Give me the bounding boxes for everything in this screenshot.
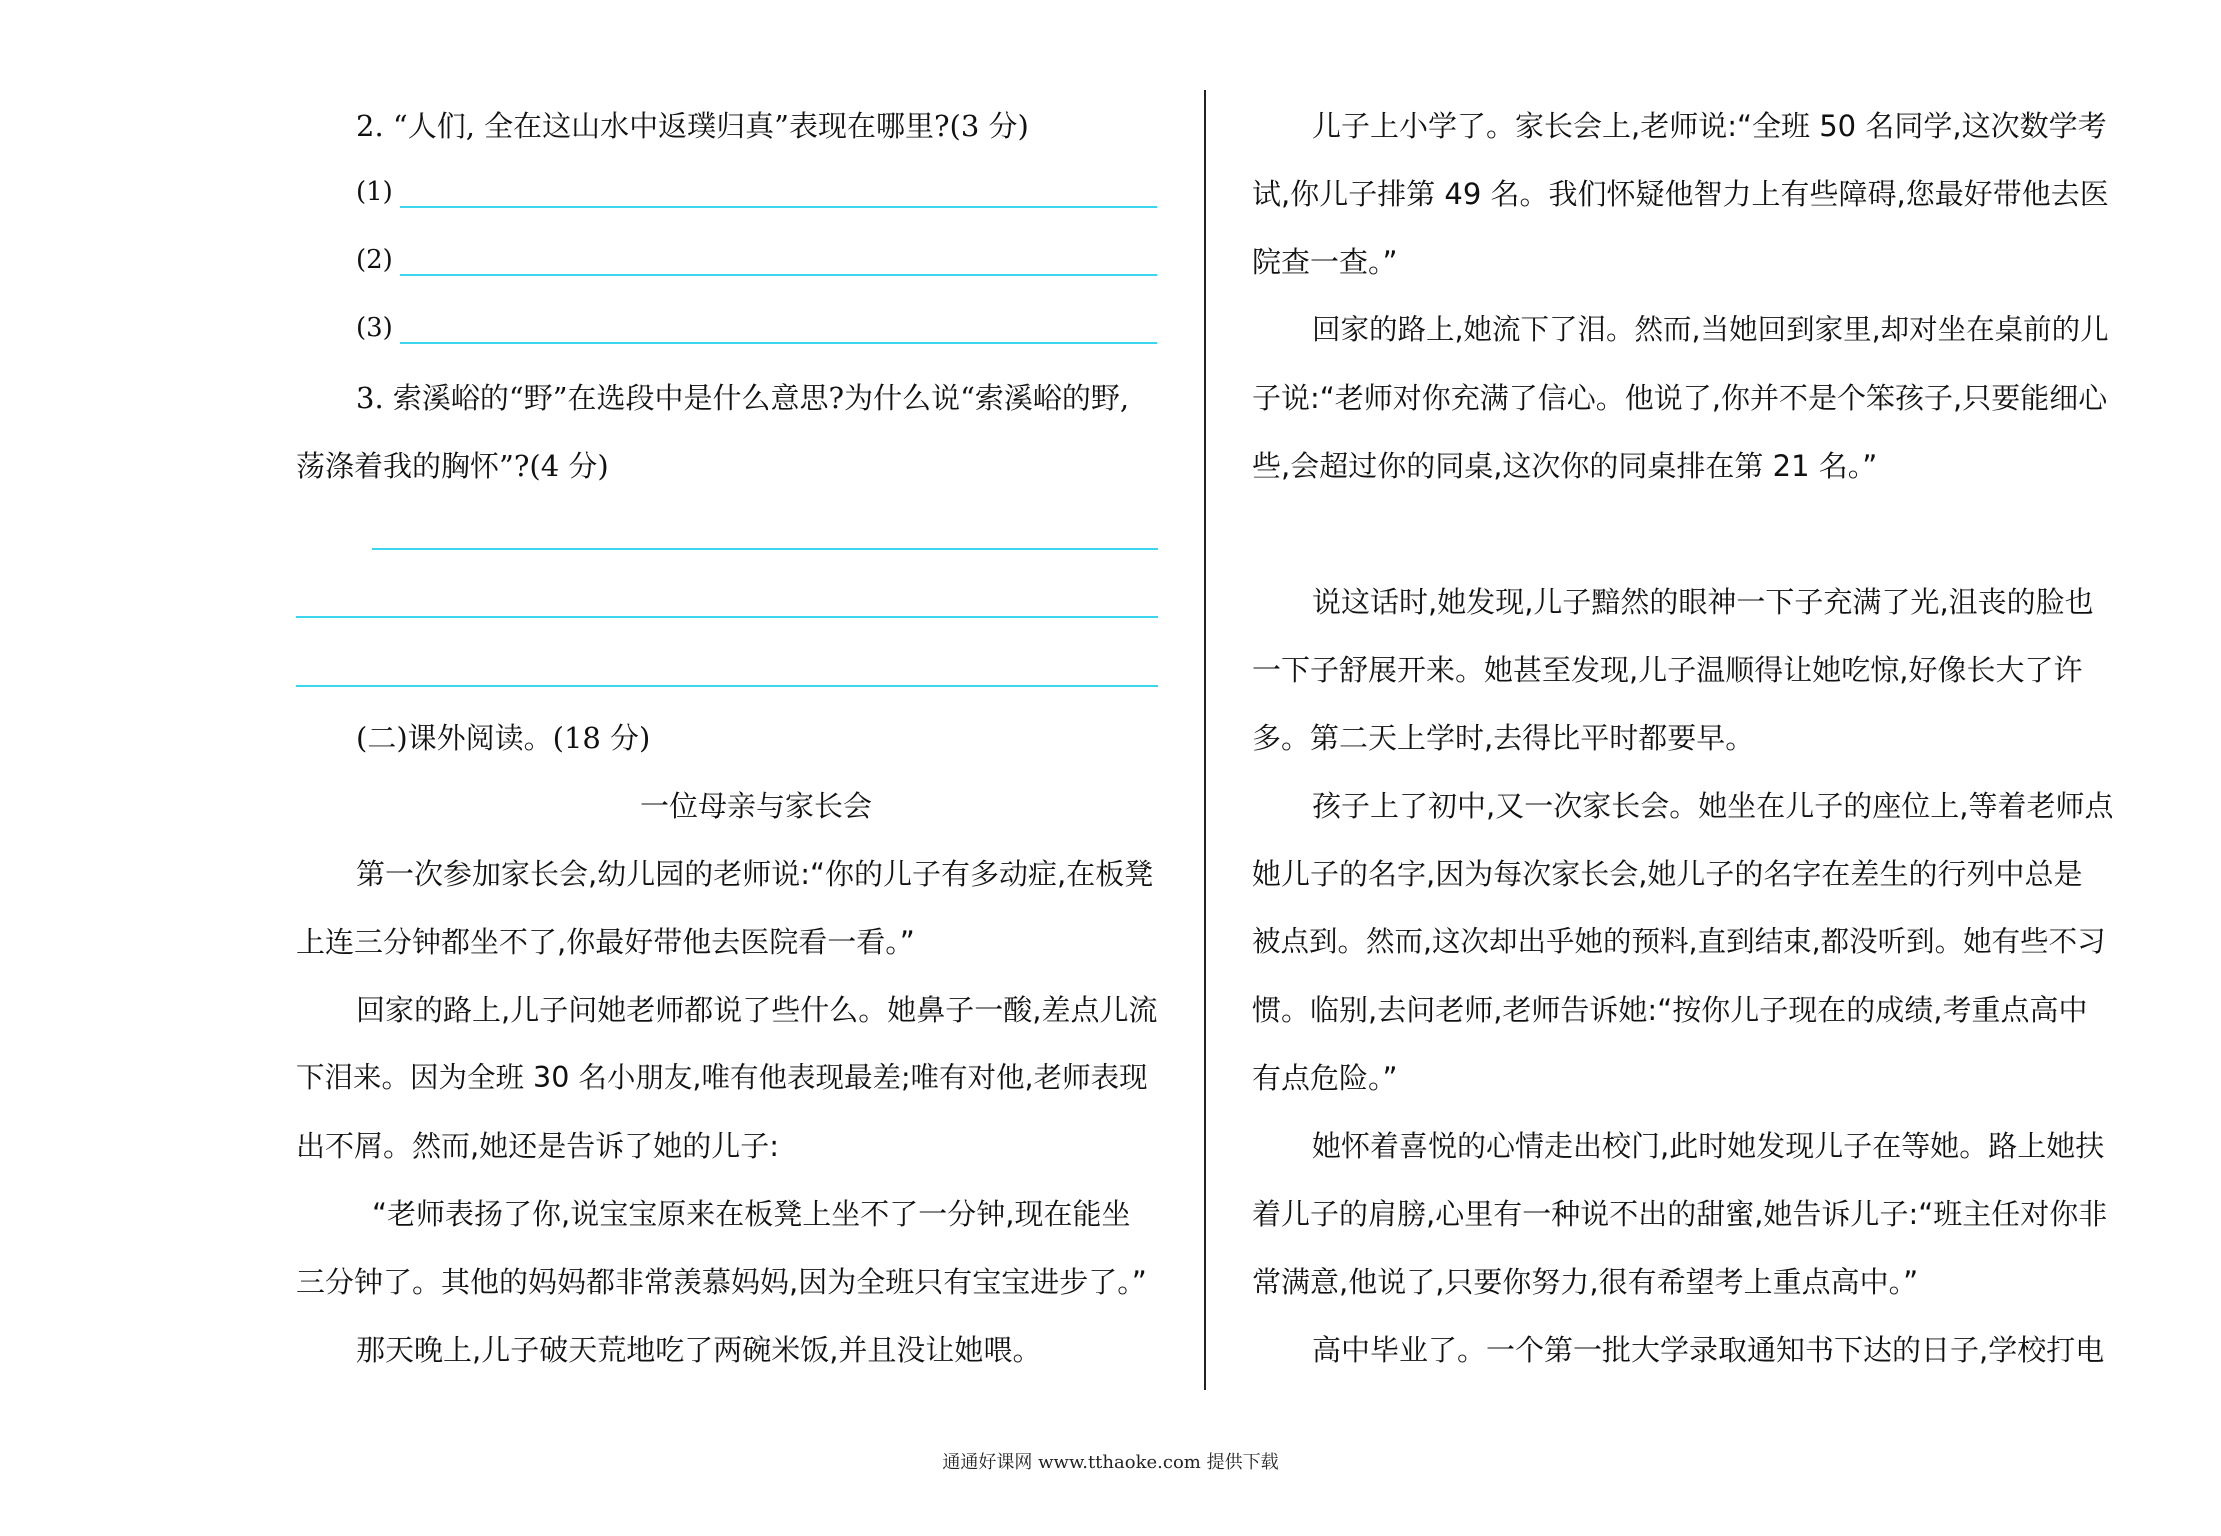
paragraph-line: 孩子上了初中,又一次家长会。她坐在儿子的座位上,等着老师点 (1312, 789, 2114, 823)
paragraph-line: 有点危险。” (1252, 1061, 1398, 1095)
question-3-line-2: 荡涤着我的胸怀”?(4 分) (296, 449, 609, 483)
question-2: 2. “人们, 全在这山水中返璞归真”表现在哪里?(3 分) (356, 109, 1029, 143)
paragraph-line: 出不屑。然而,她还是告诉了她的儿子: (296, 1129, 779, 1163)
paragraph-line: 被点到。然而,这次却出乎她的预料,直到结束,都没听到。她有些不习 (1252, 925, 2106, 958)
section-heading: (二)课外阅读。(18 分) (356, 721, 651, 755)
paragraph-line: 试,你儿子排第 49 名。我们怀疑他智力上有些障碍,您最好带他去医 (1252, 177, 2109, 211)
paragraph-line: 下泪来。因为全班 30 名小朋友,唯有他表现最差;唯有对他,老师表现 (296, 1061, 1148, 1094)
paragraph-line: 着儿子的肩膀,心里有一种说不出的甜蜜,她告诉儿子:“班主任对你非 (1252, 1197, 2108, 1231)
paragraph-line: 上连三分钟都坐不了,你最好带他去医院看一看。” (296, 925, 915, 959)
answer-line-5[interactable] (296, 616, 1158, 618)
page-footer: 通通好课网 www.tthaoke.com 提供下载 (942, 1452, 1279, 1473)
column-divider (1204, 90, 1206, 1390)
paragraph-line: 一下子舒展开来。她甚至发现,儿子温顺得让她吃惊,好像长大了许 (1252, 653, 2083, 687)
question-3-line-1: 3. 索溪峪的“野”在选段中是什么意思?为什么说“索溪峪的野, (356, 381, 1130, 415)
paragraph-line: 子说:“老师对你充满了信心。他说了,你并不是个笨孩子,只要能细心 (1252, 381, 2108, 415)
paragraph-line: “老师表扬了你,说宝宝原来在板凳上坐不了一分钟,现在能坐 (372, 1197, 1131, 1231)
paragraph-line: 惯。临别,去问老师,老师告诉她:“按你儿子现在的成绩,考重点高中 (1252, 993, 2088, 1027)
answer-line-6[interactable] (296, 685, 1158, 687)
paragraph-line: 第一次参加家长会,幼儿园的老师说:“你的儿子有多动症,在板凳 (356, 857, 1154, 891)
answer-line-2[interactable] (400, 274, 1157, 276)
paragraph-line: 常满意,他说了,只要你努力,很有希望考上重点高中。” (1252, 1265, 1919, 1299)
paragraph-line: 回家的路上,她流下了泪。然而,当她回到家里,却对坐在桌前的儿 (1312, 313, 2109, 346)
paragraph-line: 说这话时,她发现,儿子黯然的眼神一下子充满了光,沮丧的脸也 (1312, 585, 2094, 619)
answer-line-3[interactable] (400, 342, 1157, 344)
paragraph-line: 三分钟了。其他的妈妈都非常羡慕妈妈,因为全班只有宝宝进步了。” (296, 1265, 1147, 1299)
answer-label-3: (3) (356, 313, 393, 343)
answer-line-4[interactable] (372, 548, 1158, 550)
paragraph-line: 那天晚上,儿子破天荒地吃了两碗米饭,并且没让她喂。 (356, 1333, 1042, 1367)
paragraph-line: 些,会超过你的同桌,这次你的同桌排在第 21 名。” (1252, 449, 1878, 483)
answer-label-2: (2) (356, 245, 393, 275)
paragraph-line: 多。第二天上学时,去得比平时都要早。 (1252, 721, 1755, 755)
paragraph-line: 她儿子的名字,因为每次家长会,她儿子的名字在差生的行列中总是 (1252, 857, 2083, 891)
paragraph-line: 儿子上小学了。家长会上,老师说:“全班 50 名同学,这次数学考 (1312, 109, 2107, 143)
paragraph-line: 她怀着喜悦的心情走出校门,此时她发现儿子在等她。路上她扶 (1312, 1129, 2105, 1163)
paragraph-line: 高中毕业了。一个第一批大学录取通知书下达的日子,学校打电 (1312, 1333, 2105, 1367)
article-title: 一位母亲与家长会 (640, 789, 873, 823)
paragraph-line: 院查一查。” (1252, 245, 1398, 279)
answer-line-1[interactable] (400, 206, 1157, 208)
paragraph-line: 回家的路上,儿子问她老师都说了些什么。她鼻子一酸,差点儿流 (356, 993, 1158, 1027)
answer-label-1: (1) (356, 177, 393, 207)
